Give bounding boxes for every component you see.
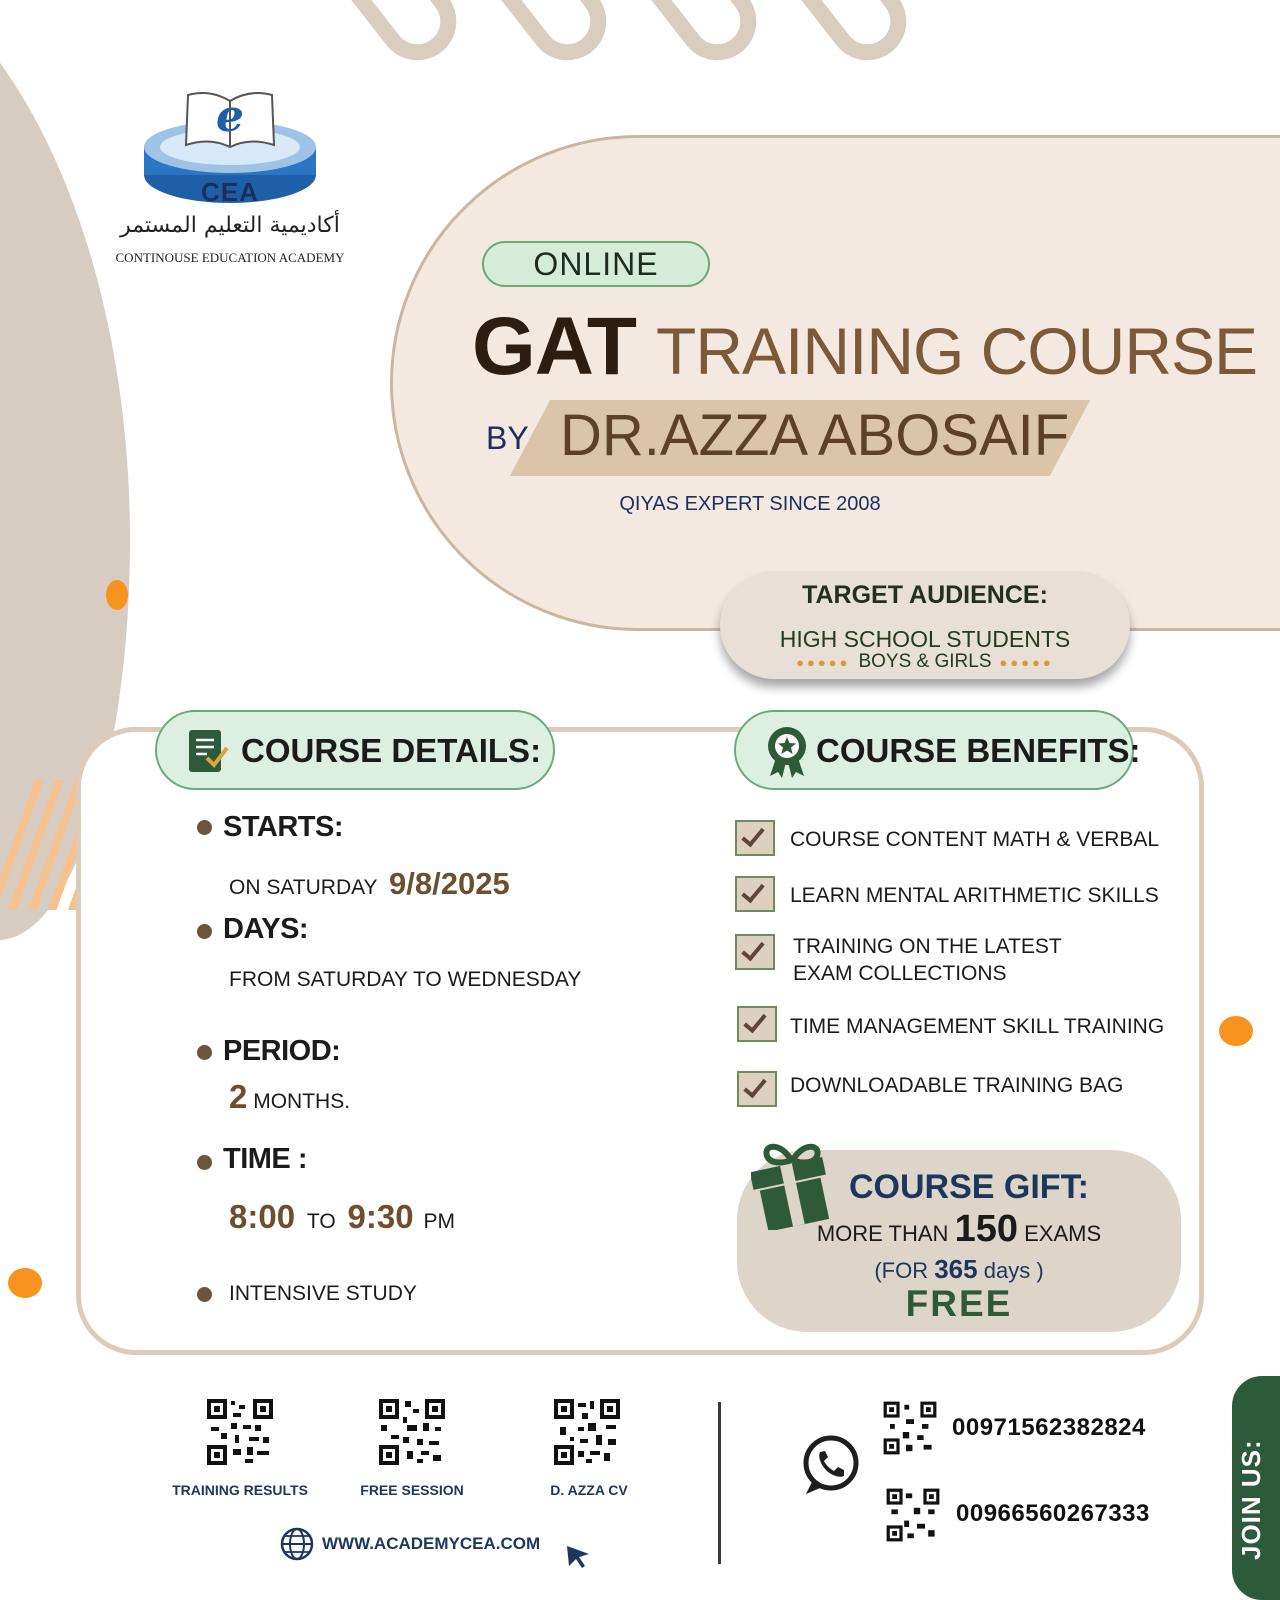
join-us-label: JOIN US: xyxy=(1236,1439,1266,1560)
start-date: 9/8/2025 xyxy=(389,866,510,901)
qr-code-training-results[interactable] xyxy=(205,1397,275,1467)
globe-icon xyxy=(280,1527,314,1561)
benefit-item: TIME MANAGEMENT SKILL TRAINING xyxy=(790,1015,1165,1038)
qr-label-training-results: TRAINING RESULTS xyxy=(172,1482,308,1498)
decor-dot xyxy=(8,1268,42,1298)
gift-title: COURSE GIFT: xyxy=(849,1168,1089,1206)
bullet xyxy=(197,924,212,939)
period-value xyxy=(229,1078,350,1116)
time-label: TIME : xyxy=(223,1143,307,1175)
qr-code-phone2[interactable] xyxy=(885,1487,941,1543)
checkbox-icon xyxy=(735,934,775,970)
period-number: 2 xyxy=(229,1078,248,1115)
qr-label-cv: D. AZZA CV xyxy=(550,1482,628,1498)
phone-number-1[interactable]: 00971562382824 xyxy=(952,1414,1146,1441)
starts-label: STARTS: xyxy=(223,811,344,843)
qr-code-cv[interactable] xyxy=(552,1397,622,1467)
bullet xyxy=(197,820,212,835)
benefit-item: DOWNLOADABLE TRAINING BAG xyxy=(790,1074,1124,1097)
target-line2 xyxy=(720,651,1130,673)
benefit-item: LEARN MENTAL ARITHMETIC SKILLS xyxy=(790,884,1159,907)
starts-value xyxy=(229,866,510,902)
title-gat: GAT xyxy=(472,301,637,392)
logo-arabic-name: أكاديمية التعليم المستمر xyxy=(120,213,340,238)
bullet xyxy=(197,1155,212,1170)
background-stripes xyxy=(310,0,950,100)
course-gift-card xyxy=(737,1150,1181,1332)
course-benefits-title: COURSE BENEFITS: xyxy=(816,732,1141,769)
website-link[interactable]: WWW.ACADEMYCEA.COM xyxy=(322,1534,541,1553)
decor-dot xyxy=(106,580,128,610)
checkbox-icon xyxy=(737,1071,777,1107)
checkbox-icon xyxy=(737,1006,777,1042)
gift-exams-line xyxy=(737,1208,1181,1251)
footer-divider xyxy=(718,1402,721,1564)
target-audience-card xyxy=(720,571,1130,679)
benefit-item: TRAINING ON THE LATEST EXAM COLLECTIONS xyxy=(793,935,1062,985)
time-from: 8:00 xyxy=(229,1198,296,1235)
bullet xyxy=(197,1045,212,1060)
award-badge-icon xyxy=(764,726,810,778)
svg-text:e: e xyxy=(216,91,244,142)
gift-days: days ) xyxy=(983,1258,1044,1283)
academy-logo xyxy=(95,85,365,270)
starts-prefix: ON SATURDAY xyxy=(229,876,378,899)
whatsapp-icon[interactable] xyxy=(798,1432,864,1498)
cursor-pointer-icon xyxy=(565,1544,591,1570)
time-to-word: TO xyxy=(306,1210,336,1233)
benefit-item: COURSE CONTENT MATH & VERBAL xyxy=(790,828,1160,851)
intensive-study: INTENSIVE STUDY xyxy=(229,1282,417,1305)
logo-english-name: CONTINOUSE EDUCATION ACADEMY xyxy=(115,250,345,265)
document-check-icon xyxy=(187,728,229,774)
target-title: TARGET AUDIENCE: xyxy=(802,581,1048,609)
time-suffix: PM xyxy=(423,1210,455,1233)
instructor-tagline: QIYAS EXPERT SINCE 2008 xyxy=(619,493,881,515)
qr-label-free-session: FREE SESSION xyxy=(360,1482,464,1498)
time-to: 9:30 xyxy=(347,1198,414,1235)
gift-exams: EXAMS xyxy=(1024,1221,1102,1246)
course-details-title: COURSE DETAILS: xyxy=(241,732,542,769)
gift-exam-count: 150 xyxy=(954,1208,1018,1250)
time-value xyxy=(229,1198,455,1236)
title-training-course: TRAINING COURSE xyxy=(656,314,1258,388)
days-value: FROM SATURDAY TO WEDNESDAY xyxy=(229,968,582,991)
target-line2-text: BOYS & GIRLS xyxy=(858,651,992,672)
course-details-header xyxy=(155,710,555,790)
days-label: DAYS: xyxy=(223,913,309,945)
decor-dots: ●●●●● xyxy=(796,655,851,670)
bullet xyxy=(197,1287,212,1302)
gift-more-than: MORE THAN xyxy=(816,1221,949,1246)
gift-for: (FOR xyxy=(874,1258,929,1283)
decor-dot xyxy=(1219,1016,1253,1046)
online-badge: ONLINE xyxy=(482,241,710,287)
checkbox-icon xyxy=(735,820,775,856)
qr-code-phone1[interactable] xyxy=(882,1400,938,1456)
by-label: BY xyxy=(486,420,529,456)
phone-number-2[interactable]: 00966560267333 xyxy=(956,1500,1150,1527)
instructor-name: DR.AZZA ABOSAIF xyxy=(560,403,1070,468)
period-unit: MONTHS. xyxy=(253,1090,351,1113)
qr-code-free-session[interactable] xyxy=(377,1397,447,1467)
decor-dots: ●●●●● xyxy=(999,655,1054,670)
target-line1: HIGH SCHOOL STUDENTS xyxy=(779,626,1071,652)
gift-free: FREE xyxy=(905,1283,1013,1324)
logo-abbr: CEA xyxy=(201,177,259,207)
course-benefits-header xyxy=(734,710,1141,790)
checkbox-icon xyxy=(735,876,775,912)
gift-duration-line xyxy=(737,1254,1181,1285)
period-label: PERIOD: xyxy=(223,1035,341,1067)
gift-days-count: 365 xyxy=(934,1254,978,1284)
